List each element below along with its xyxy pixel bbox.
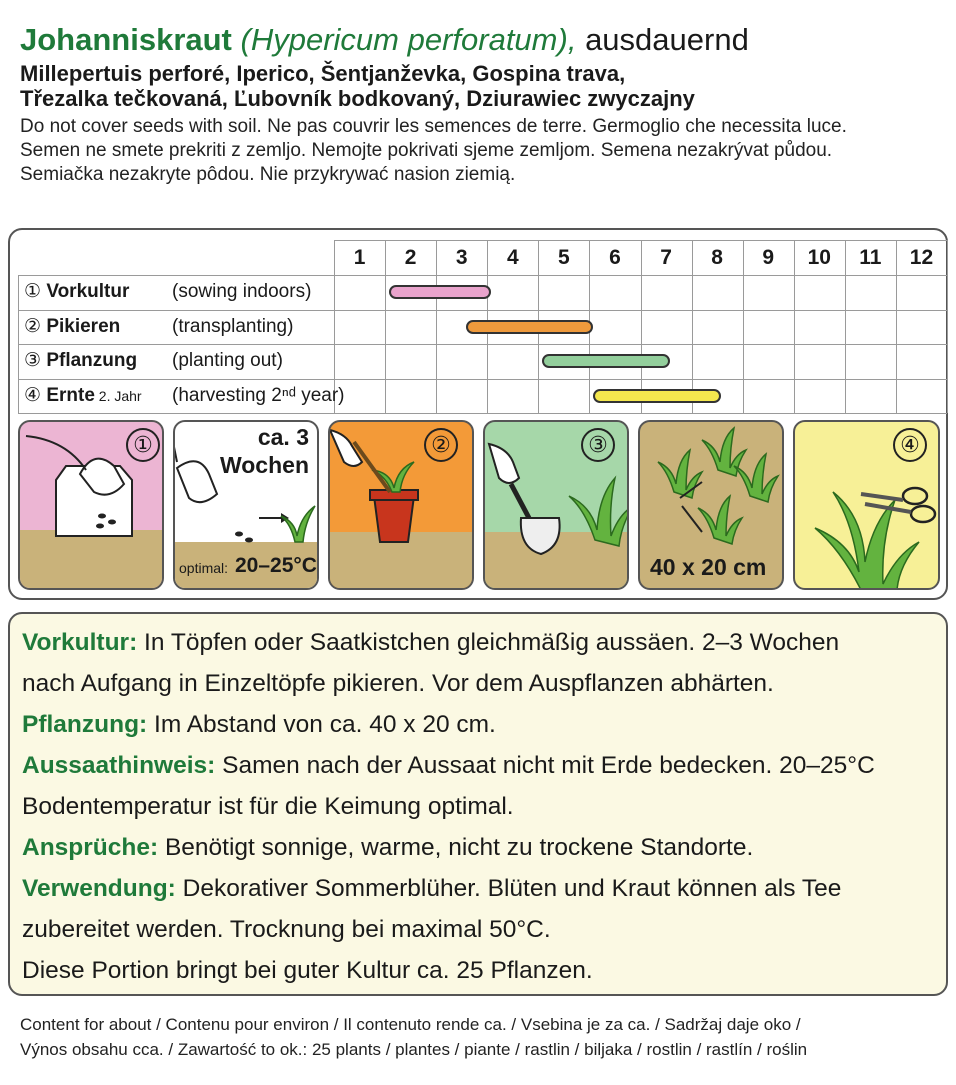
vorkultur-text: In Töpfen oder Saatkistchen gleichmäßig aussäen. 2–3 Wochen	[137, 629, 840, 656]
row-description: (sowing indoors)	[172, 281, 312, 302]
instruction-line	[22, 827, 934, 868]
month-label: 4	[506, 246, 519, 269]
instruction-line	[22, 663, 934, 704]
germination-time-unit: Wochen	[219, 452, 309, 478]
aussaathinweis-text-cont: Bodentemperatur ist für die Keimung optimal.	[22, 793, 514, 820]
month-label: 8	[711, 246, 723, 269]
schedule-bar	[593, 389, 721, 403]
header	[20, 22, 940, 187]
month-label: 10	[807, 246, 831, 269]
instruction-line	[22, 745, 934, 786]
instructions-box	[8, 612, 948, 996]
pflanzung-text: Im Abstand von ca. 40 x 20 cm.	[147, 711, 496, 738]
month-label: 6	[609, 246, 621, 269]
step-number-icon: ④	[893, 428, 927, 462]
schedule-bar	[542, 354, 670, 368]
anspruche-text: Benötigt sonnige, warme, nicht zu trockene Standorte.	[158, 834, 754, 861]
verwendung-text-cont: zubereitet werden. Trocknung bei maximal 50°C.	[22, 916, 551, 943]
verwendung-text: Dekorativer Sommerblüher. Blüten und Kraut können als Tee	[175, 875, 842, 902]
month-label: 7	[660, 246, 672, 269]
instruction-line	[22, 950, 934, 991]
month-label: 2	[404, 246, 417, 269]
optimal-temperature: 20–25°C	[235, 554, 317, 577]
title-common-name: Johanniskraut	[20, 22, 232, 57]
row-description: (transplanting)	[172, 315, 294, 337]
aussaathinweis-label: Aussaathinweis:	[22, 752, 216, 779]
step-number-icon: ①	[126, 428, 160, 462]
row-name: Vorkultur	[46, 281, 130, 302]
row-number-icon: ①	[24, 281, 47, 302]
grid-line	[18, 344, 947, 345]
schedule-row-label	[24, 310, 294, 344]
grid-line	[18, 379, 947, 380]
schedule-row-label	[24, 275, 312, 309]
instruction-line	[22, 704, 934, 745]
sowing-note-line: Semen ne smete prekriti z zemljo. Nemojte pokrivati sjeme zemljom. Semena nezakrývat půdou.	[20, 140, 833, 161]
schedule-grid	[18, 240, 947, 413]
instruction-line	[22, 786, 934, 827]
anspruche-label: Ansprüche:	[22, 834, 159, 861]
panel-germination	[173, 420, 319, 590]
row-number-icon: ④	[24, 384, 47, 406]
schedule-row-label	[24, 379, 345, 413]
row-description: (harvesting 2ⁿᵈ year)	[172, 384, 345, 406]
grid-line	[18, 413, 947, 414]
month-label: 1	[353, 246, 366, 269]
sowing-note-line: Semiačka nezakryte pôdou. Nie przykrywać nasion ziemią.	[20, 164, 516, 185]
aussaathinweis-text: Samen nach der Aussaat nicht mit Erde bedecken. 20–25°C	[215, 752, 875, 779]
footer-line: Výnos obsahu cca. / Zawartość to ok.: 25 plants / plantes / piante / rastlin / biljaka / rostlin / rastlín / roślin	[20, 1040, 808, 1059]
grid-line	[947, 240, 948, 413]
translated-names-line: Millepertuis perforé, Iperico, Šentjanževka, Gospina trava,	[20, 61, 626, 86]
germination-time-label: ca. 3	[257, 424, 309, 450]
title-latin-name: (Hypericum perforatum),	[240, 22, 577, 57]
sowing-note	[20, 115, 940, 187]
row-number-icon: ③	[24, 350, 47, 371]
grid-line	[18, 310, 947, 311]
instruction-line	[22, 868, 934, 909]
month-label: 5	[558, 246, 570, 269]
panel-planting-out	[483, 420, 629, 590]
row-extra: 2. Jahr	[94, 387, 142, 404]
month-label: 11	[859, 246, 882, 269]
month-label: 12	[909, 246, 934, 269]
grid-line	[18, 275, 947, 276]
grid-line	[18, 275, 19, 413]
pflanzung-label: Pflanzung:	[22, 711, 148, 738]
step-panels	[18, 420, 940, 590]
schedule-bar	[389, 285, 491, 299]
month-label: 3	[455, 246, 468, 269]
portion-text: Diese Portion bringt bei guter Kultur ca. 25 Pflanzen.	[22, 957, 593, 984]
plant-spacing-label: 40 x 20 cm	[650, 554, 767, 580]
step-number-icon: ②	[424, 428, 458, 462]
panel-transplanting	[328, 420, 474, 590]
verwendung-label: Verwendung:	[22, 875, 176, 902]
instruction-line	[22, 909, 934, 950]
panel-spacing	[638, 420, 784, 590]
title-lifecycle: ausdauernd	[585, 22, 749, 57]
row-name: Ernte	[46, 384, 95, 406]
row-number-icon: ②	[24, 315, 47, 337]
schedule-row-label	[24, 344, 283, 378]
schedule-bar	[466, 320, 594, 334]
sowing-note-line: Do not cover seeds with soil. Ne pas couvrir les semences de terre. Germoglio che necessita luce.	[20, 116, 847, 137]
panel-sowing	[18, 420, 164, 590]
step-number-icon: ③	[581, 428, 615, 462]
vorkultur-text-cont: nach Aufgang in Einzeltöpfe pikieren. Vor dem Auspflanzen abhärten.	[22, 670, 774, 697]
month-label: 9	[762, 246, 775, 269]
instruction-line	[22, 622, 934, 663]
row-name: Pikieren	[46, 315, 121, 337]
optimal-label: optimal:	[179, 560, 229, 576]
translated-names-line: Třezalka tečkovaná, Ľubovník bodkovaný, Dziurawiec zwyczajny	[20, 86, 695, 111]
schedule-box	[8, 228, 948, 600]
page-title	[20, 22, 940, 58]
panel-harvest	[793, 420, 940, 590]
content-footer	[20, 1012, 950, 1062]
row-name: Pflanzung	[46, 350, 138, 371]
row-description: (planting out)	[172, 350, 283, 371]
footer-line: Content for about / Contenu pour environ / Il contenuto rende ca. / Vsebina je za ca. / Sadržaj daje oko /	[20, 1015, 801, 1034]
translated-names	[20, 61, 940, 111]
vorkultur-label: Vorkultur:	[22, 629, 138, 656]
